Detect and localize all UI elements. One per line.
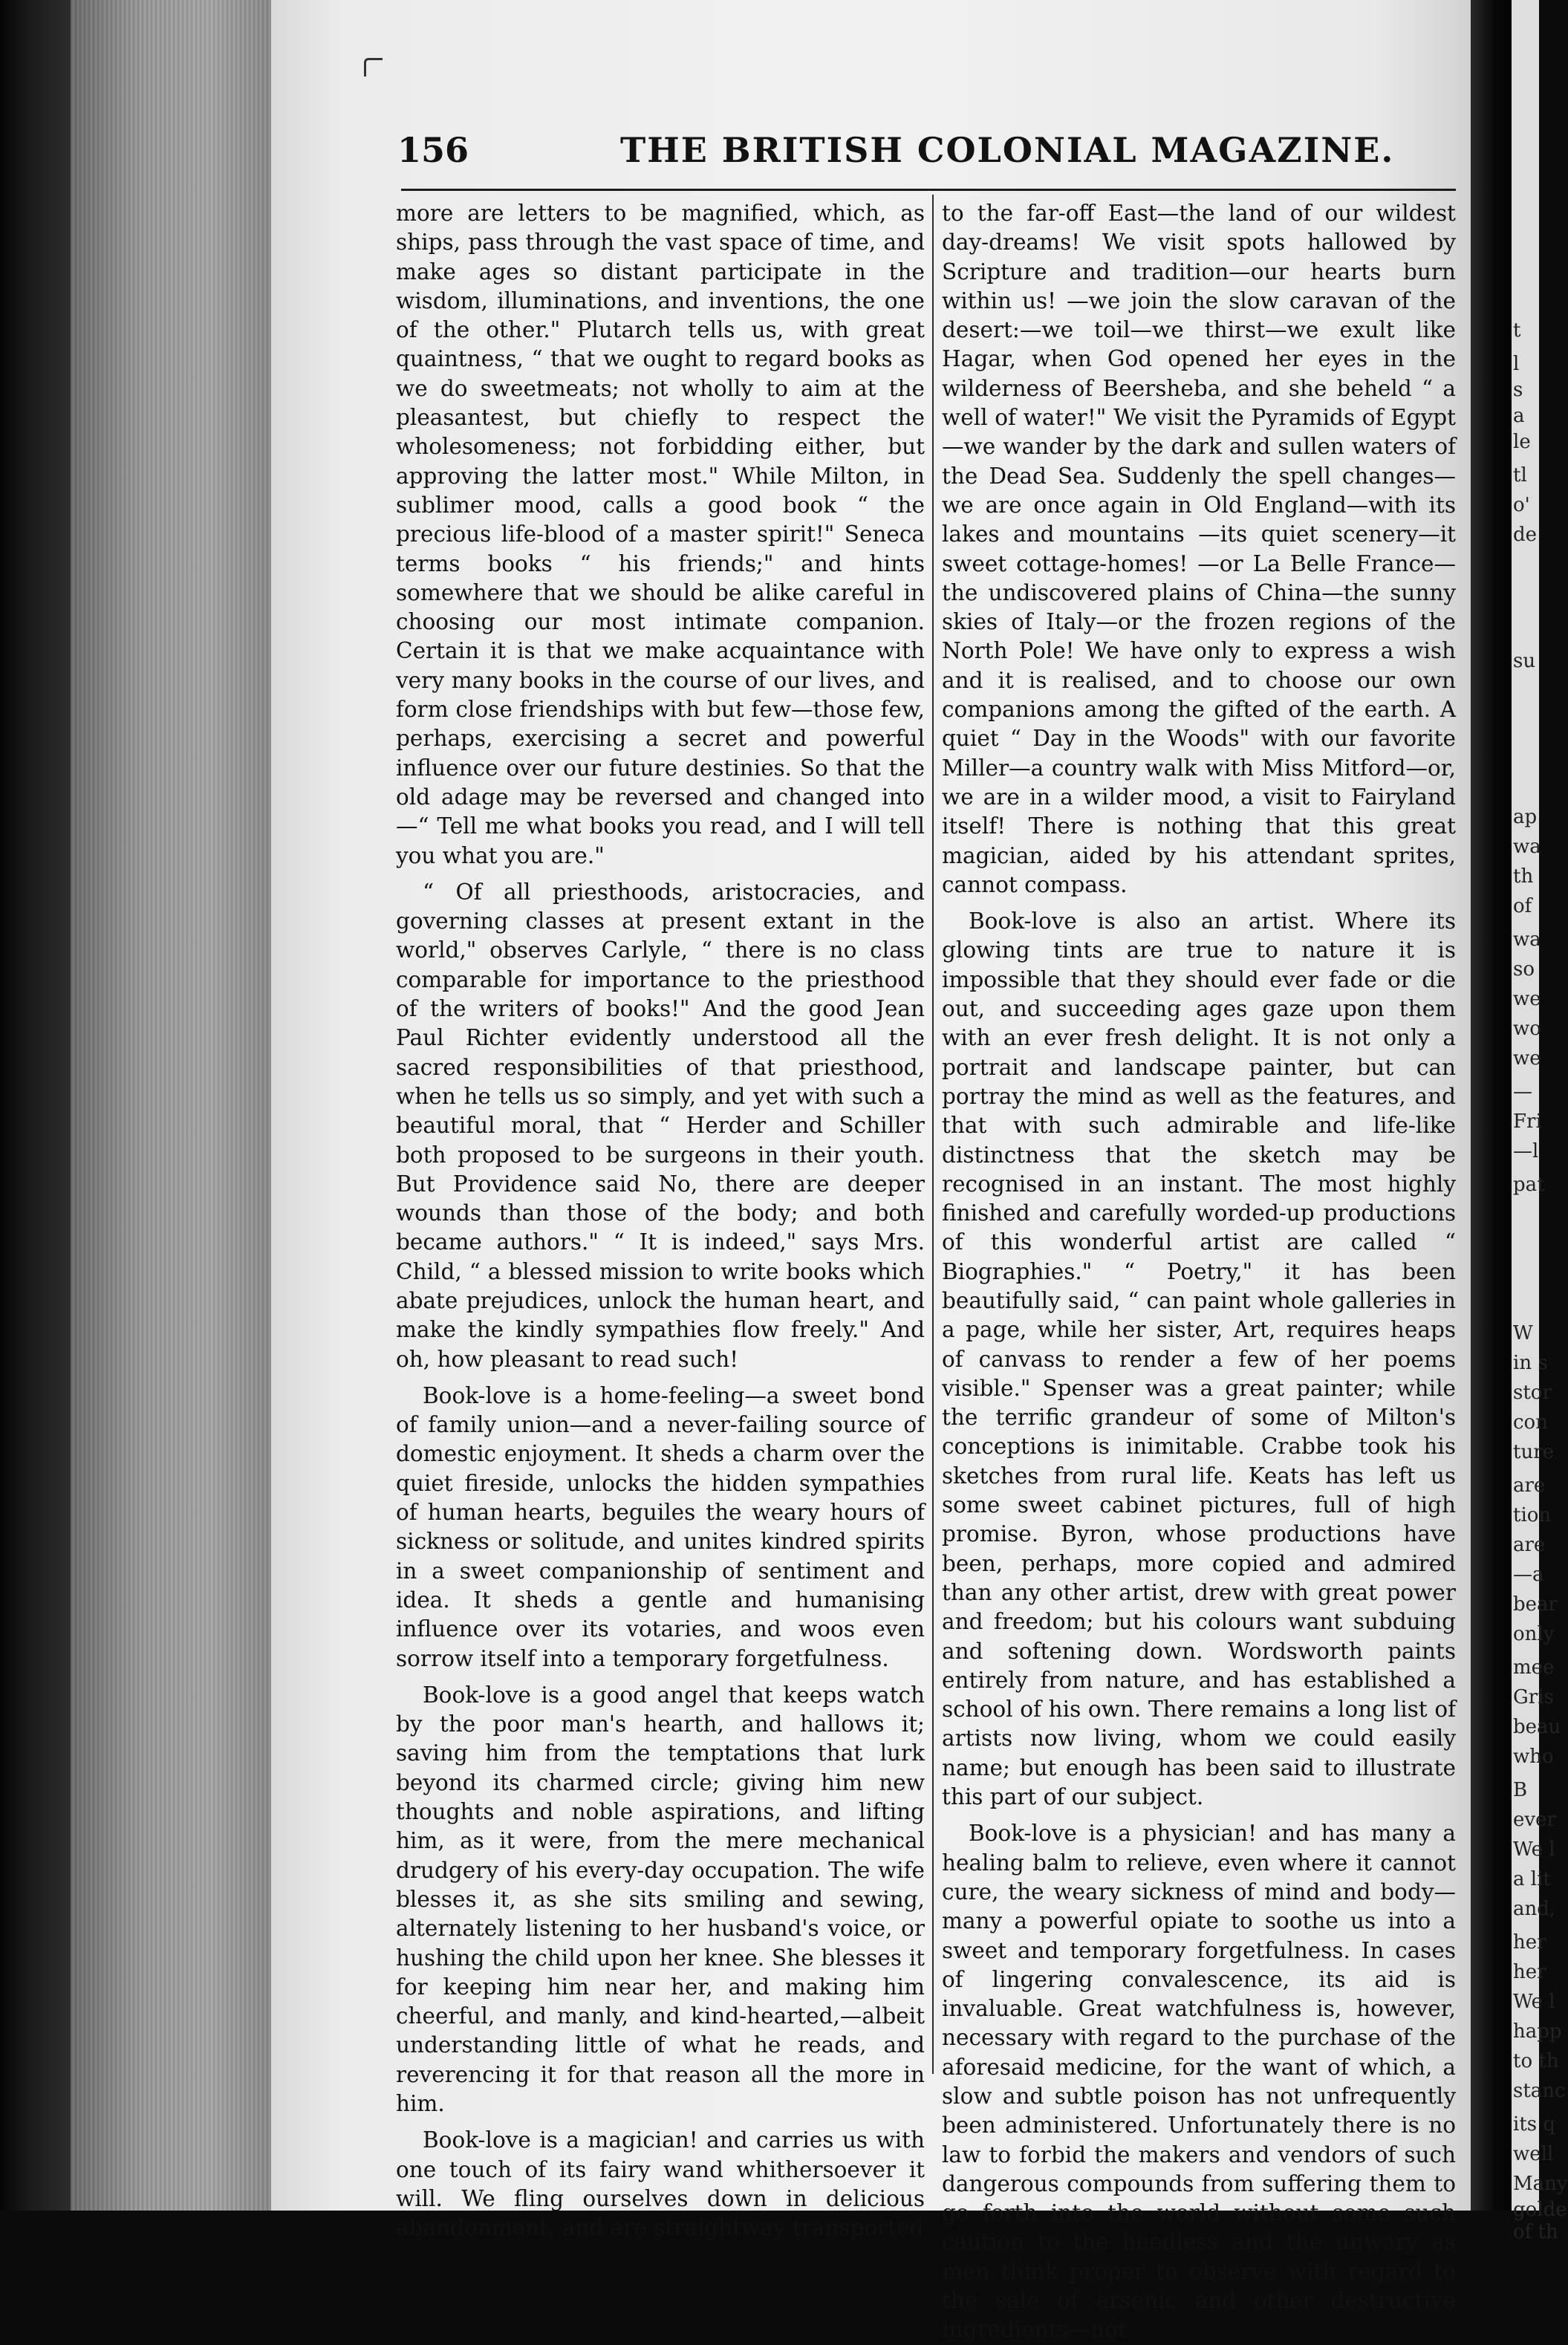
next-page-fragment: Gris (1513, 1686, 1554, 1708)
next-page-fragment: its q (1513, 2113, 1556, 2136)
next-page-fragment: ap (1513, 806, 1538, 828)
next-page-fragment: beau (1513, 1716, 1561, 1738)
page-gutter (1471, 0, 1512, 2211)
paragraph: to the far-off East—the land of our wildest day-dreams! We visit spots hallowed by Scripture and tradition—our hearts burn within us! —we join the slow caravan of the desert:—we toil—we thirst—we exult like Hagar, when God opened her eyes in the wilderness of Beersheba, and she beheld “ a well of water!" We visit the Pyramids of Egypt—we wander by the dark and sullen waters of the Dead Sea. Suddenly the spell changes—we are once again in Old England—with its lakes and mountains —its quiet scenery—it sweet cottage-homes! —or La Belle France—the undiscovered plains of China—the sunny skies of Italy—or the frozen regions of the North Pole! We have only to express a wish and it is realised, and to choose our own companions among the gifted of the earth. A quiet “ Day in the Woods" with our favorite Miller—a country walk with Miss Mitford—or, we are in a wilder mood, a visit to Fairyland itself! There is nothing that this great magician, aided by his attendant sprites, cannot compass. (942, 201, 1456, 897)
next-page-fragment: wo (1513, 1018, 1541, 1040)
next-page-fragment: —a (1513, 1564, 1544, 1586)
page-edges (71, 0, 271, 2211)
next-page-fragment: We l (1513, 1991, 1555, 2013)
next-page-fragment: su (1513, 650, 1536, 672)
next-page-fragment: her (1513, 1961, 1546, 1983)
next-page-fragment: who (1513, 1746, 1554, 1768)
next-page-fragment: of (1513, 895, 1532, 917)
running-title: THE BRITISH COLONIAL MAGAZINE. (620, 130, 1395, 170)
paragraph: Book-love is also an artist. Where its glowing tints are true to nature it is impossible that they should ever fade or die out, and succeeding ages gaze upon them with an ever fresh delight. It is not only a portrait and landscape painter, but can portray the mind as well as the features, and that with such admirable and life-like distinctness that the sketch may be recognised in an instant. The most highly finished and carefully worded-up productions of this wonderful artist are called “ Biographies." “ Poetry," it has been beautifully said, “ can paint whole galleries in a page, while her sister, Art, requires heaps of canvass to render a few of her poems visible." Spenser was a great painter; while the terrific grandeur of some of Milton's conceptions is inimitable. Crabbe took his sketches from rural life. Keats has left us some sweet cabinet pictures, full of high promise. Byron, whose productions have been, perhaps, more copied and admired than any other artist, drew with great power and freedom; but his colours want subduing and softening down. Wordsworth paints entirely from nature, and has established a school of his own. There remains a long list of artists now living, whom we could easily name; but enough has been said to illustrate this part of our subject. (942, 908, 1456, 1810)
next-page-fragment: wa (1513, 836, 1541, 858)
next-page-fragment: l (1513, 353, 1520, 375)
next-page-fragment: we (1513, 988, 1541, 1010)
column-divider (932, 195, 934, 2074)
left-column (396, 199, 925, 2242)
next-page-fragment: golde (1513, 2199, 1567, 2221)
book-binding (0, 0, 71, 2211)
next-page-fragment: t (1513, 319, 1521, 342)
next-page-fragment: are (1513, 1474, 1546, 1497)
paragraph: more are letters to be magnified, which, as ships, pass through the vast space of time, and make ages so distant participate in the wisdom, illuminations, and inventions, the one of the other." Plutarch tells us, with great quaintness, “ that we ought to regard books as we do sweetmeats; not wholly to aim at the pleasantest, but chiefly to respect the wholesomeness; not forbidding either, but approving the latter most." While Milton, in sublimer mood, calls a good book “ the precious life-blood of a master spirit!" Seneca terms books “ his friends;" and hints somewhere that we should be alike careful in choosing our most intimate companion. Certain it is that we make acquaintance with very many books in the course of our lives, and form close friendships with but few—those few, perhaps, exercising a secret and powerful influence over our future destinies. So that the old adage may be reversed and changed into—“ Tell me what books you read, and I will tell you what you are." (396, 201, 925, 868)
next-page-fragment: th (1513, 865, 1534, 888)
next-page-fragment: o' (1513, 494, 1530, 516)
next-page-fragment: and, (1513, 1898, 1556, 1920)
paragraph: Book-love is a physician! and has many a healing balm to relieve, even where it cannot cure, the weary sickness of mind and body—many a powerful opiate to soothe us into a sweet and temporary forgetfulness. In cases of lingering convalescence, its aid is invaluable. Great watchfulness is, however, necessary with regard to the purchase of the aforesaid medicine, for the want of which, a slow and subtle poison has not unfrequently been administered. Unfortunately there is no law to forbid the makers and vendors of such dangerous compounds from suffering them to go forth into the world without some such caution to the heedless and the unwary as men think proper to observe with regard to the sale of arsenic and other destructive ingredients—not (942, 1821, 1456, 2343)
next-page-fragment: are (1513, 1534, 1546, 1556)
next-page-fragment: Many (1513, 2173, 1568, 2195)
next-page-fragment: ture (1513, 1441, 1555, 1463)
page-header (397, 123, 1419, 175)
next-page-fragment: of th (1513, 2221, 1558, 2243)
next-page-fragment: to th (1513, 2050, 1559, 2072)
next-page-fragment: Fri (1513, 1110, 1542, 1133)
next-page-fragment: de (1513, 524, 1538, 546)
paragraph: Book-love is a home-feeling—a sweet bond of family union—and a never-failing source of domestic enjoyment. It sheds a charm over the quiet fireside, unlocks the hidden sympathies of human hearts, beguiles the weary hours of sickness or solitude, and unites kindred spirits in a sweet companionship of sentiment and idea. It sheds a gentle and humanising influence over its votaries, and woos even sorrow itself into a temporary forgetfulness. (396, 1382, 925, 1671)
right-column (942, 199, 1456, 2345)
next-page-fragment: happ (1513, 2020, 1562, 2043)
paragraph: Book-love is a good angel that keeps watch by the poor man's hearth, and hallows it; saving him from the temptations that lurk beyond its charmed circle; giving him new thoughts and noble aspirations, and lifting him, as it were, from the mere mechanical drudgery of his every-day occupation. The wife blesses it, as she sits smiling and sewing, alternately listening to her husband's voice, or hushing the child upon her knee. She blesses it for keeping him near her, and making him cheerful, and manly, and kind-hearted,—albeit understanding little of what he reads, and reverencing it for that reason all the more in him. (396, 1682, 925, 2116)
next-page-fragment: bear (1513, 1593, 1558, 1616)
next-page-fragment: s (1513, 379, 1523, 401)
next-page-fragment: tl (1513, 464, 1527, 487)
next-page-fragment: wa (1513, 928, 1541, 951)
paragraph: Book-love is a magician! and carries us with one touch of its fairy wand whithersoever it will. We fling ourselves down in delicious abandonment, and are straightway transported (396, 2127, 925, 2241)
page-number: 156 (397, 130, 469, 170)
next-page-fragment: con (1513, 1411, 1548, 1434)
next-page-fragment: in s (1513, 1352, 1548, 1374)
next-page-fragment: tion (1513, 1504, 1552, 1526)
next-page-edge (1512, 0, 1568, 2243)
next-page-fragment: well (1513, 2143, 1554, 2165)
next-page-fragment: —l (1513, 1140, 1539, 1162)
next-page-fragment: we (1513, 1047, 1541, 1070)
next-page-fragment: her (1513, 1931, 1546, 1954)
next-page-fragment: only (1513, 1623, 1555, 1645)
next-page-fragment: mee (1513, 1656, 1555, 1679)
next-page-fragment: ever (1513, 1809, 1556, 1831)
next-page-fragment: W (1513, 1322, 1533, 1344)
next-page-fragment: so (1513, 958, 1535, 980)
paragraph: “ Of all priesthoods, aristocracies, and governing classes at present extant in the world," observes Carlyle, “ there is no class comparable for importance to the priesthood of the writers of books!" And the good Jean Paul Richter evidently understood all the sacred responsibilities of that priesthood, when he tells us so simply, and yet with such a beautiful moral, that “ Herder and Schiller both proposed to be surgeons in their youth. But Providence said No, there are deeper wounds than those of the body; and both became authors." “ It is indeed," says Mrs. Child, “ a blessed mission to write books which abate prejudices, unlock the human heart, and make the kindly sympathies flow freely." And oh, how pleasant to read such! (396, 879, 925, 1372)
next-page-fragment: le (1513, 431, 1531, 453)
next-page-fragment: pat (1513, 1174, 1545, 1196)
next-page-fragment: a lit (1513, 1868, 1551, 1890)
next-page-fragment: We l (1513, 1838, 1555, 1861)
next-page-fragment: stanc (1513, 2080, 1566, 2102)
next-page-fragment: — (1513, 1081, 1532, 1103)
header-rule (401, 189, 1456, 191)
next-page-fragment: stor (1513, 1382, 1552, 1404)
corner-mark (364, 58, 383, 77)
next-page-fragment: a (1513, 405, 1525, 427)
next-page-fragment: B (1513, 1779, 1528, 1801)
